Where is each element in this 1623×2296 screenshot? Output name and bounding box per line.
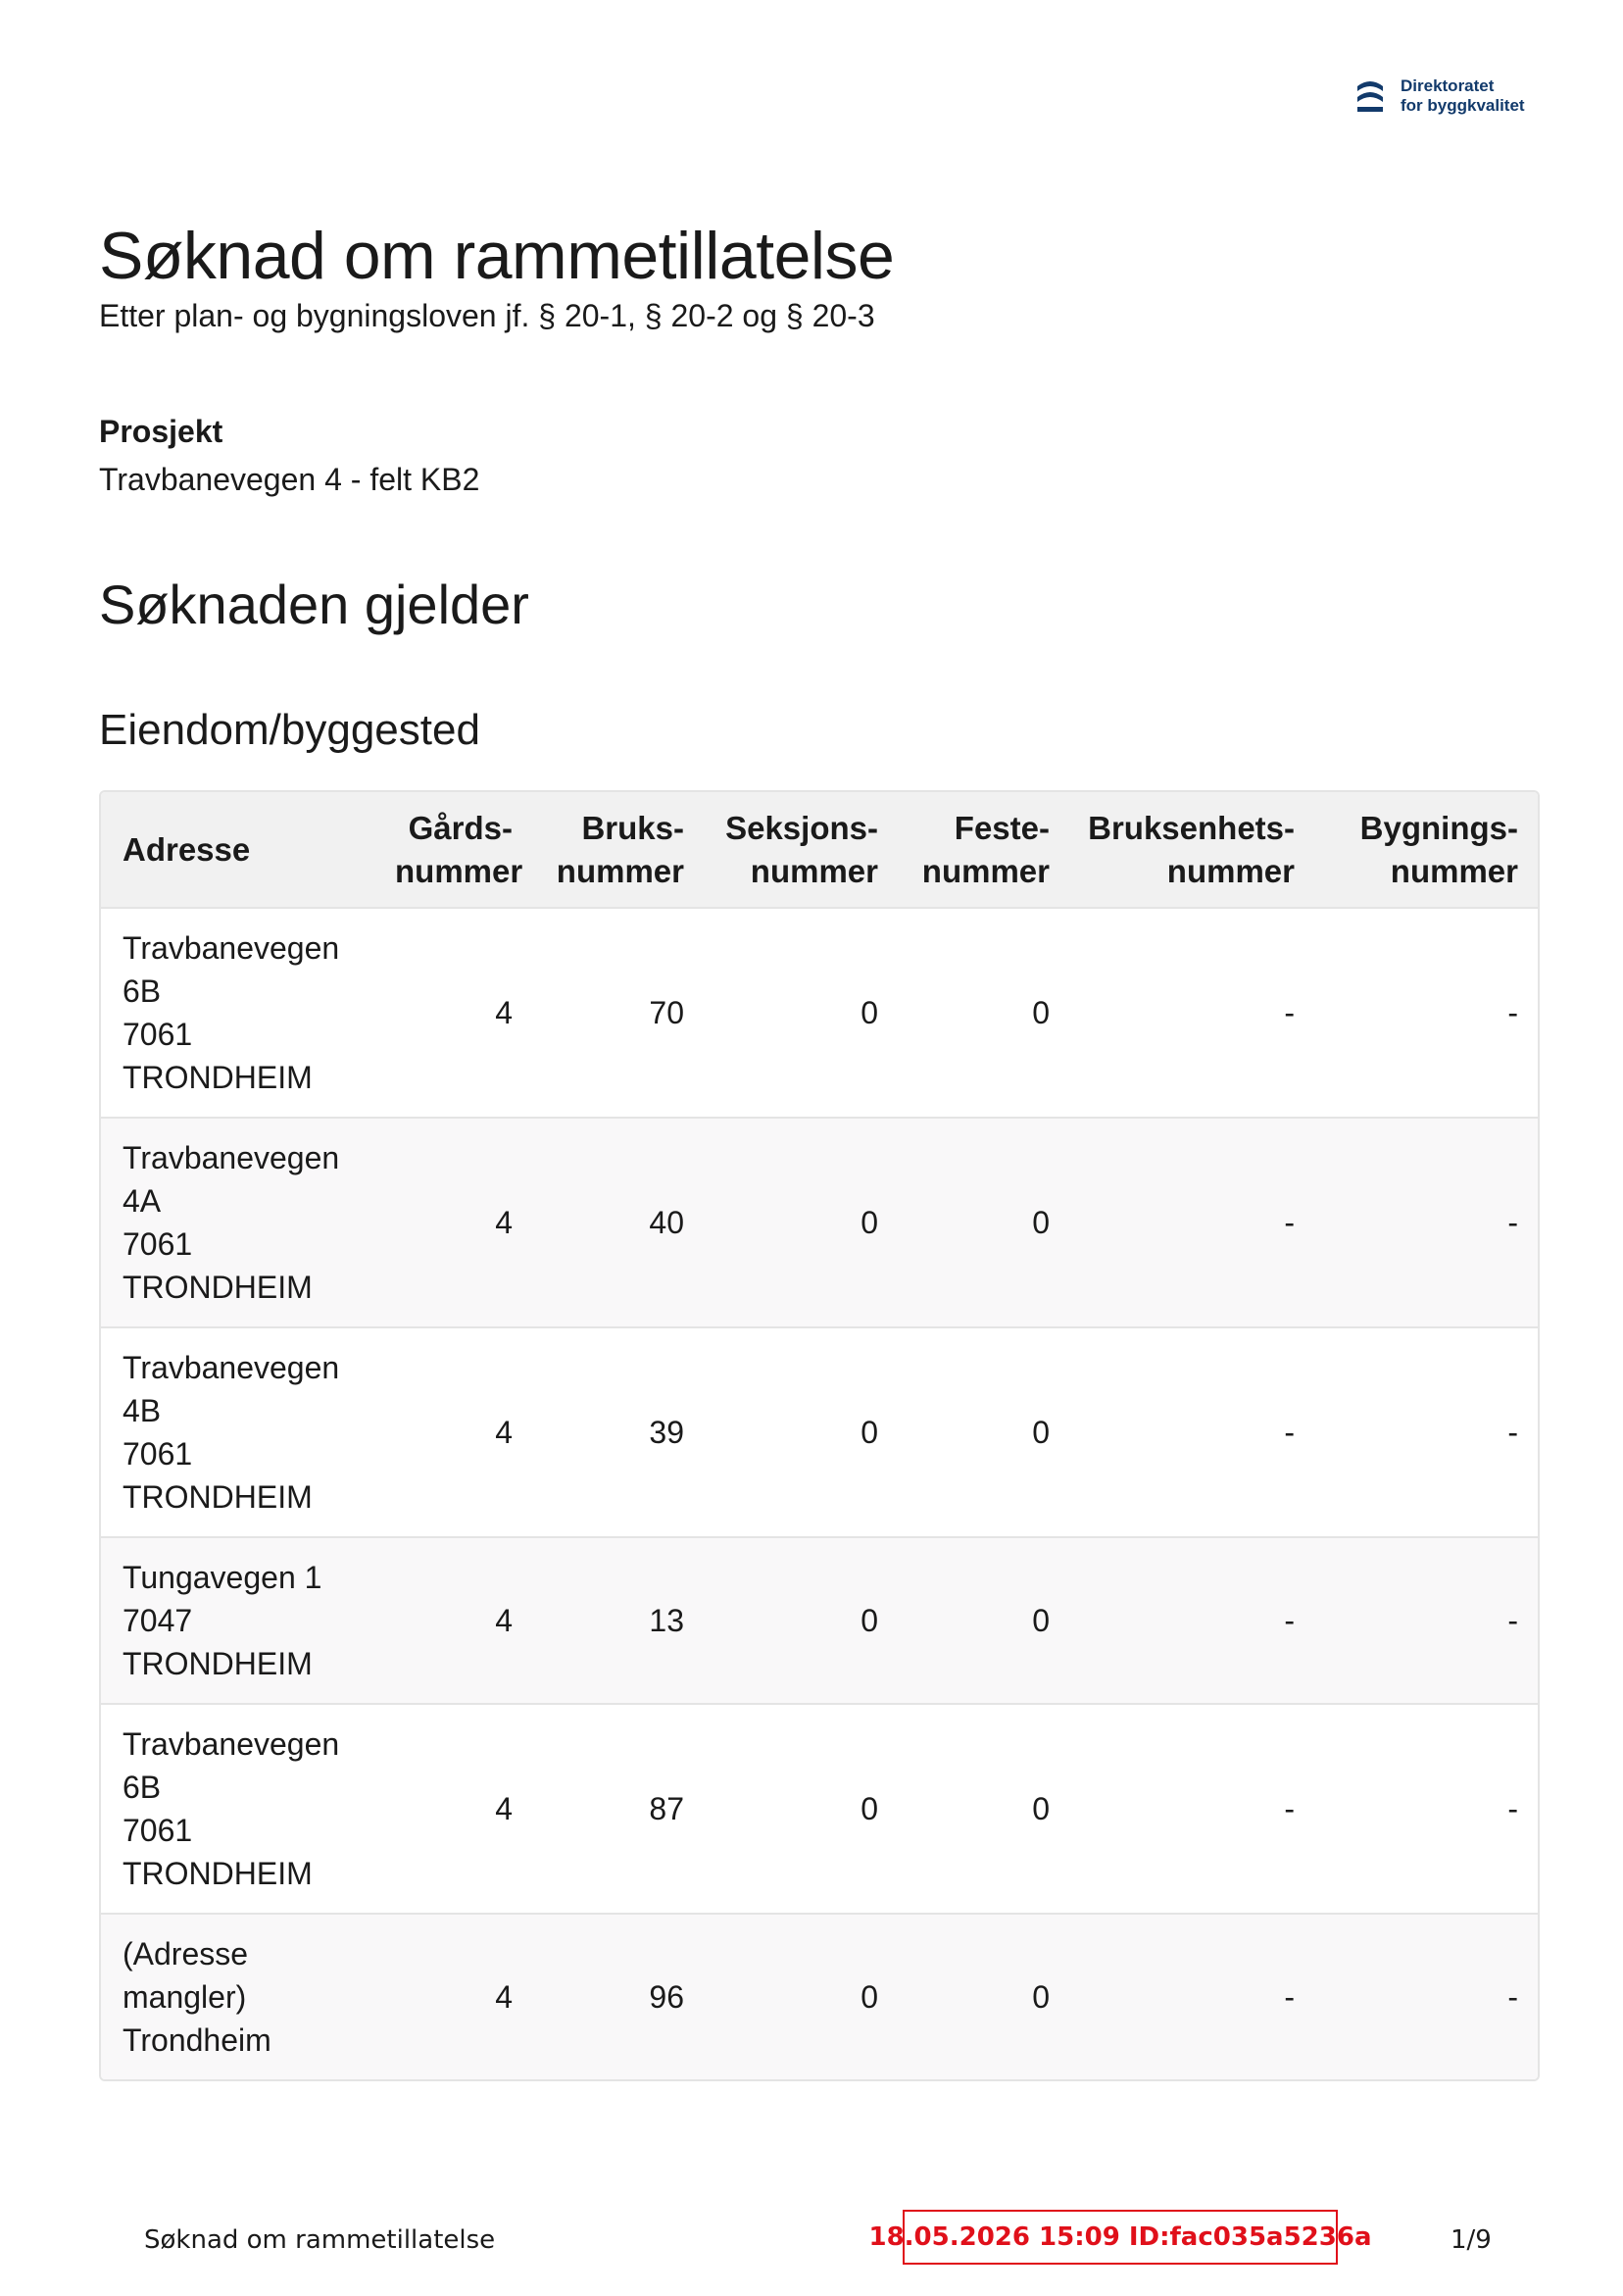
cell-snr: 0: [861, 995, 878, 1030]
cell-bygning: -: [1507, 1603, 1518, 1638]
logo-icon: [1355, 78, 1385, 114]
cell-bruksenhet: -: [1284, 1603, 1295, 1638]
logo-line-2: for byggkvalitet: [1401, 96, 1525, 115]
cell-gnr: 4: [495, 1603, 513, 1638]
cell-address: Travbanevegen 4B 7061 TRONDHEIM: [123, 1350, 340, 1515]
cell-bnr: 13: [649, 1603, 684, 1638]
table-row: [101, 1537, 1538, 1704]
cell-bnr: 87: [649, 1791, 684, 1826]
table-row: [101, 908, 1538, 1118]
cell-gnr: 4: [495, 1791, 513, 1826]
cell-snr: 0: [861, 1979, 878, 2015]
page-title: Søknad om rammetillatelse: [99, 219, 895, 293]
cell-bruksenhet: -: [1284, 995, 1295, 1030]
cell-bygning: -: [1507, 995, 1518, 1030]
header-bygningsnummer: Bygnings- nummer: [1359, 809, 1518, 889]
header-bruksnummer: Bruks- nummer: [556, 809, 684, 889]
cell-gnr: 4: [495, 1979, 513, 2015]
header-gardsnummer: Gårds- nummer: [395, 809, 523, 889]
cell-snr: 0: [861, 1603, 878, 1638]
logo-text: [1401, 76, 1525, 116]
cell-snr: 0: [861, 1205, 878, 1240]
table-row: [101, 1118, 1538, 1327]
cell-bnr: 96: [649, 1979, 684, 2015]
cell-bnr: 39: [649, 1415, 684, 1450]
cell-bruksenhet: -: [1284, 1205, 1295, 1240]
cell-bruksenhet: -: [1284, 1791, 1295, 1826]
cell-gnr: 4: [495, 995, 513, 1030]
cell-address: (Adresse mangler) Trondheim: [123, 1936, 271, 2058]
subsection-heading: Eiendom/byggested: [99, 706, 480, 754]
cell-bruksenhet: -: [1284, 1415, 1295, 1450]
cell-fnr: 0: [1032, 1415, 1050, 1450]
header-bruksenhetsnummer: Bruksenhets- nummer: [1088, 809, 1295, 889]
table-header-row: [101, 792, 1538, 908]
cell-address: Tungavegen 1 7047 TRONDHEIM: [123, 1560, 322, 1681]
cell-fnr: 0: [1032, 1603, 1050, 1638]
cell-fnr: 0: [1032, 1205, 1050, 1240]
table-row: [101, 1327, 1538, 1537]
cell-address: Travbanevegen 6B 7061 TRONDHEIM: [123, 930, 340, 1095]
cell-bruksenhet: -: [1284, 1979, 1295, 2015]
cell-bygning: -: [1507, 1205, 1518, 1240]
table-row: [101, 1704, 1538, 1914]
table-row: [101, 1914, 1538, 2079]
project-label: Prosjekt: [99, 414, 223, 449]
page-number: 1/9: [1451, 2225, 1492, 2255]
cell-bygning: -: [1507, 1415, 1518, 1450]
cell-gnr: 4: [495, 1205, 513, 1240]
cell-fnr: 0: [1032, 1791, 1050, 1826]
property-table: [99, 790, 1540, 2081]
cell-bygning: -: [1507, 1791, 1518, 1826]
timestamp-stamp: 18.05.2026 15:09 ID:fac035a5236a: [903, 2210, 1338, 2265]
cell-fnr: 0: [1032, 995, 1050, 1030]
page-subtitle: Etter plan- og bygningsloven jf. § 20-1, § 20-2 og § 20-3: [99, 298, 875, 333]
cell-fnr: 0: [1032, 1979, 1050, 2015]
cell-address: Travbanevegen 6B 7061 TRONDHEIM: [123, 1726, 340, 1891]
header-address: Adresse: [123, 830, 251, 868]
cell-gnr: 4: [495, 1415, 513, 1450]
logo-line-1: Direktoratet: [1401, 76, 1495, 95]
footer-doc-title: Søknad om rammetillatelse: [144, 2225, 496, 2255]
cell-snr: 0: [861, 1415, 878, 1450]
header-festenummer: Feste- nummer: [921, 809, 1050, 889]
cell-bnr: 70: [649, 995, 684, 1030]
cell-snr: 0: [861, 1791, 878, 1826]
project-value: Travbanevegen 4 - felt KB2: [99, 462, 480, 497]
cell-address: Travbanevegen 4A 7061 TRONDHEIM: [123, 1140, 340, 1305]
cell-bygning: -: [1507, 1979, 1518, 2015]
logo: [1355, 76, 1525, 116]
header-seksjonsnummer: Seksjons- nummer: [725, 809, 878, 889]
cell-bnr: 40: [649, 1205, 684, 1240]
section-heading: Søknaden gjelder: [99, 574, 529, 635]
